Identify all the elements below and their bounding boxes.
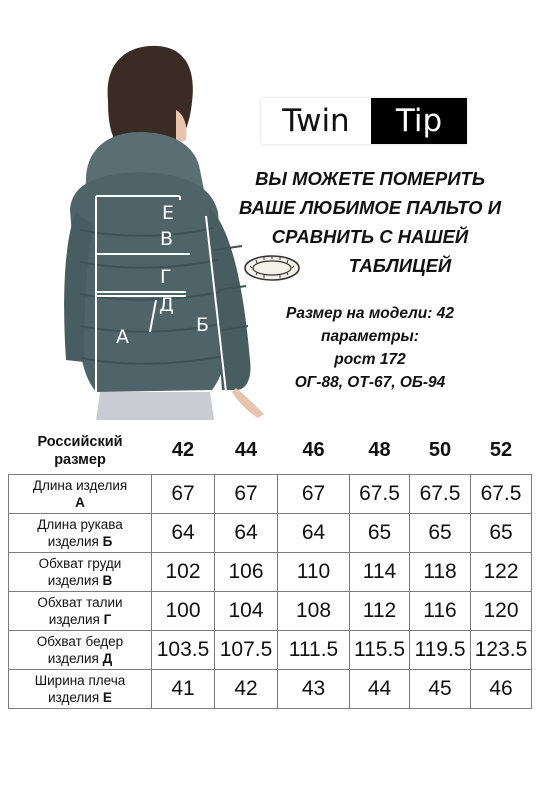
brand-logo-right: Tip xyxy=(371,98,467,144)
marker-a: А xyxy=(116,326,129,348)
headline-line: СРАВНИТЬ С НАШЕЙ xyxy=(271,226,469,247)
table-cell: 46 xyxy=(471,669,532,708)
table-cell: 67 xyxy=(215,474,278,513)
marker-d: Д xyxy=(159,294,174,316)
model-height: рост 172 xyxy=(334,351,406,368)
size-header: 52 xyxy=(489,439,513,462)
table-row xyxy=(9,630,532,669)
table-cell: 102 xyxy=(152,552,215,591)
table-cell: 67.5 xyxy=(471,474,532,513)
table-row xyxy=(9,474,532,513)
table-row xyxy=(9,669,532,708)
marker-b: Б xyxy=(196,314,210,336)
table-cell: 116 xyxy=(410,591,471,630)
size-header: 46 xyxy=(302,439,325,462)
size-header: 48 xyxy=(368,439,391,462)
size-header-label: Российский размер xyxy=(37,433,123,468)
table-cell: 111.5 xyxy=(278,630,350,669)
table-cell: 108 xyxy=(278,591,350,630)
table-cell: 64 xyxy=(215,513,278,552)
table-cell: 64 xyxy=(278,513,350,552)
table-cell: 122 xyxy=(471,552,532,591)
table-cell: 45 xyxy=(410,669,471,708)
marker-g: Г xyxy=(160,266,172,288)
measuring-tape-icon xyxy=(242,248,304,288)
size-header: 44 xyxy=(234,439,258,462)
table-cell: 44 xyxy=(350,669,410,708)
table-cell: 104 xyxy=(215,591,278,630)
size-header: 42 xyxy=(171,439,195,462)
table-cell: 67 xyxy=(278,474,350,513)
table-cell: 65 xyxy=(350,513,410,552)
table-cell: 103.5 xyxy=(152,630,215,669)
table-row xyxy=(9,591,532,630)
row-label: Обхват талии изделия Г xyxy=(9,591,152,630)
marker-v: В xyxy=(160,228,174,250)
table-cell: 42 xyxy=(215,669,278,708)
table-cell: 123.5 xyxy=(471,630,532,669)
model-params-label: параметры: xyxy=(321,328,419,345)
table-cell: 65 xyxy=(410,513,471,552)
table-cell: 112 xyxy=(350,591,410,630)
table-cell: 67 xyxy=(152,474,215,513)
table-row xyxy=(9,513,532,552)
table-cell: 67.5 xyxy=(350,474,410,513)
marker-e: Е xyxy=(162,202,175,224)
size-header: 50 xyxy=(428,439,452,462)
table-cell: 115.5 xyxy=(350,630,410,669)
table-cell: 106 xyxy=(215,552,278,591)
model-measurements: ОГ-88, ОТ-67, ОБ-94 xyxy=(294,374,446,391)
table-cell: 100 xyxy=(152,591,215,630)
table-cell: 65 xyxy=(471,513,532,552)
headline-line: ВЫ МОЖЕТЕ ПОМЕРИТЬ xyxy=(255,168,485,189)
table-cell: 64 xyxy=(152,513,215,552)
model-size: Размер на модели: 42 xyxy=(286,305,454,322)
row-label: Обхват груди изделия В xyxy=(9,552,152,591)
headline-line: ТАБЛИЦЕЙ xyxy=(348,255,452,276)
row-label: Длина рукава изделия Б xyxy=(9,513,152,552)
table-cell: 110 xyxy=(278,552,350,591)
model-info xyxy=(250,302,490,394)
table-cell: 107.5 xyxy=(215,630,278,669)
table-cell: 114 xyxy=(350,552,410,591)
size-table xyxy=(8,428,532,709)
brand-logo-left: Twin xyxy=(261,98,371,144)
table-cell: 67.5 xyxy=(410,474,471,513)
table-cell: 41 xyxy=(152,669,215,708)
table-cell: 43 xyxy=(278,669,350,708)
table-cell: 118 xyxy=(410,552,471,591)
table-row xyxy=(9,552,532,591)
headline-line: ВАШЕ ЛЮБИМОЕ ПАЛЬТО И xyxy=(238,197,502,218)
table-cell: 120 xyxy=(471,591,532,630)
row-label: Ширина плеча изделия Е xyxy=(9,669,152,708)
table-cell: 119.5 xyxy=(410,630,471,669)
row-label: Длина изделия А xyxy=(9,474,152,513)
table-header-row xyxy=(9,428,532,474)
row-label: Обхват бедер изделия Д xyxy=(9,630,152,669)
brand-logo xyxy=(261,98,467,144)
